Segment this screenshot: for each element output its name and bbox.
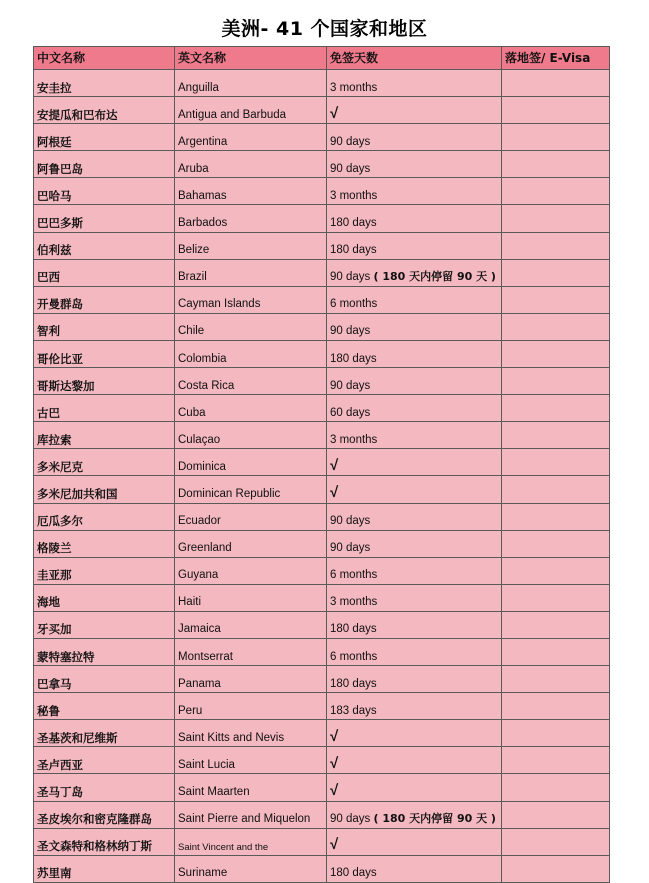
table-row [34, 503, 610, 530]
page-title: 美洲- 41 个国家和地区 [221, 18, 428, 40]
chinese-name-cell: 安圭拉 [34, 70, 175, 97]
visa-free-days-value: 90 days [330, 379, 371, 392]
visa-free-days-value: 3 months [330, 433, 378, 446]
chinese-name-cell: 巴西 [34, 259, 175, 286]
visa-on-arrival-cell [502, 720, 610, 747]
visa-free-days-cell [327, 747, 502, 774]
visa-on-arrival-cell [502, 286, 610, 313]
table-row [34, 70, 610, 97]
visa-free-days-cell [327, 801, 502, 828]
check-mark-icon: √ [330, 754, 339, 772]
chinese-name-cell: 巴拿马 [34, 666, 175, 693]
stay-limit-note: ( 180 天内停留 90 天 ) [373, 270, 496, 284]
chinese-name-cell: 智利 [34, 313, 175, 340]
chinese-name-cell: 厄瓜多尔 [34, 503, 175, 530]
chinese-name-cell: 圣皮埃尔和密克隆群岛 [34, 801, 175, 828]
visa-free-days-value: 90 days [330, 135, 371, 148]
english-name-cell: Argentina [175, 124, 327, 151]
english-name-cell: Saint Kitts and Nevis [175, 720, 327, 747]
visa-free-days-value: 90 days [330, 271, 371, 284]
visa-free-days-value: 90 days [330, 542, 371, 555]
table-row [34, 395, 610, 422]
header-visa-on-arrival: 落地签/ E-Visa [502, 47, 610, 70]
check-mark-icon: √ [330, 782, 339, 800]
visa-on-arrival-cell [502, 70, 610, 97]
chinese-name-cell: 开曼群岛 [34, 286, 175, 313]
table-row [34, 557, 610, 584]
table-row [34, 828, 610, 855]
english-name-cell: Colombia [175, 340, 327, 367]
stay-limit-note: ( 180 天内停留 90 天 ) [373, 812, 496, 826]
visa-free-days-value: 6 months [330, 298, 378, 311]
table-row [34, 286, 610, 313]
visa-free-days-value: 180 days [330, 867, 377, 880]
visa-on-arrival-cell [502, 855, 610, 882]
visa-free-days-cell [327, 530, 502, 557]
table-row [34, 340, 610, 367]
table-row [34, 124, 610, 151]
chinese-name-cell: 圣马丁岛 [34, 774, 175, 801]
english-name-cell: Costa Rica [175, 368, 327, 395]
visa-free-days-cell [327, 693, 502, 720]
visa-on-arrival-cell [502, 205, 610, 232]
visa-free-days-cell [327, 503, 502, 530]
visa-free-days-cell [327, 232, 502, 259]
visa-free-days-value: 180 days [330, 244, 377, 257]
visa-on-arrival-cell [502, 503, 610, 530]
visa-free-days-cell [327, 422, 502, 449]
english-name-cell: Antigua and Barbuda [175, 97, 327, 124]
visa-free-days-value: 3 months [330, 596, 378, 609]
visa-free-days-cell [327, 313, 502, 340]
visa-table [33, 46, 610, 883]
english-name-cell: Barbados [175, 205, 327, 232]
table-row [34, 449, 610, 476]
visa-on-arrival-cell [502, 747, 610, 774]
table-row [34, 611, 610, 638]
chinese-name-cell: 哥斯达黎加 [34, 368, 175, 395]
chinese-name-cell: 伯利兹 [34, 232, 175, 259]
visa-on-arrival-cell [502, 340, 610, 367]
table-row [34, 747, 610, 774]
chinese-name-cell: 海地 [34, 584, 175, 611]
visa-on-arrival-cell [502, 774, 610, 801]
chinese-name-cell: 蒙特塞拉特 [34, 638, 175, 665]
english-name-cell: Peru [175, 693, 327, 720]
header-chinese-name: 中文名称 [34, 47, 175, 70]
visa-on-arrival-cell [502, 801, 610, 828]
visa-free-days-cell [327, 449, 502, 476]
chinese-name-cell: 安提瓜和巴布达 [34, 97, 175, 124]
visa-on-arrival-cell [502, 449, 610, 476]
visa-on-arrival-cell [502, 666, 610, 693]
visa-free-days-value: 180 days [330, 623, 377, 636]
visa-on-arrival-cell [502, 259, 610, 286]
table-row [34, 368, 610, 395]
header-english-name: 英文名称 [175, 47, 327, 70]
english-name-cell: Greenland [175, 530, 327, 557]
visa-on-arrival-cell [502, 584, 610, 611]
english-name-cell: Saint Maarten [175, 774, 327, 801]
visa-free-days-value: 6 months [330, 650, 378, 663]
visa-free-days-cell [327, 205, 502, 232]
table-row [34, 720, 610, 747]
visa-free-days-value: 90 days [330, 162, 371, 175]
chinese-name-cell: 阿鲁巴岛 [34, 151, 175, 178]
visa-on-arrival-cell [502, 557, 610, 584]
visa-free-days-value: 90 days [330, 515, 371, 528]
visa-free-days-value: 6 months [330, 569, 378, 582]
chinese-name-cell: 巴巴多斯 [34, 205, 175, 232]
visa-free-days-cell [327, 720, 502, 747]
english-name-cell: Montserrat [175, 638, 327, 665]
visa-free-days-cell [327, 286, 502, 313]
visa-on-arrival-cell [502, 97, 610, 124]
chinese-name-cell: 圣基茨和尼维斯 [34, 720, 175, 747]
visa-on-arrival-cell [502, 395, 610, 422]
visa-free-days-cell [327, 584, 502, 611]
visa-free-days-value: 3 months [330, 189, 378, 202]
visa-free-days-cell [327, 70, 502, 97]
visa-on-arrival-cell [502, 828, 610, 855]
visa-free-days-cell [327, 828, 502, 855]
visa-free-days-cell [327, 97, 502, 124]
check-mark-icon: √ [330, 484, 339, 501]
table-row [34, 666, 610, 693]
visa-on-arrival-cell [502, 313, 610, 340]
visa-on-arrival-cell [502, 530, 610, 557]
english-name-cell: Dominican Republic [175, 476, 327, 503]
english-name-cell: Saint Vincent and the [175, 828, 327, 855]
visa-on-arrival-cell [502, 124, 610, 151]
chinese-name-cell: 多米尼克 [34, 449, 175, 476]
chinese-name-cell: 圣卢西亚 [34, 747, 175, 774]
english-name-cell: Chile [175, 313, 327, 340]
table-header-row [34, 47, 610, 70]
visa-free-days-value: 3 months [330, 81, 378, 94]
table-row [34, 313, 610, 340]
table-row [34, 97, 610, 124]
check-mark-icon: √ [330, 836, 339, 854]
visa-free-days-cell [327, 151, 502, 178]
visa-on-arrival-cell [502, 638, 610, 665]
visa-on-arrival-cell [502, 232, 610, 259]
visa-free-days-cell [327, 611, 502, 638]
visa-free-days-cell [327, 557, 502, 584]
english-name-cell: Dominica [175, 449, 327, 476]
english-name-cell: Panama [175, 666, 327, 693]
table-row [34, 801, 610, 828]
visa-free-days-value: 180 days [330, 352, 377, 365]
visa-free-days-cell [327, 666, 502, 693]
visa-free-days-cell [327, 774, 502, 801]
table-row [34, 476, 610, 503]
chinese-name-cell: 牙买加 [34, 611, 175, 638]
chinese-name-cell: 苏里南 [34, 855, 175, 882]
chinese-name-cell: 秘鲁 [34, 693, 175, 720]
visa-free-days-value: 90 days [330, 325, 371, 338]
table-row [34, 178, 610, 205]
visa-free-days-value: 90 days [330, 813, 371, 826]
table-row [34, 530, 610, 557]
visa-on-arrival-cell [502, 178, 610, 205]
visa-on-arrival-cell [502, 151, 610, 178]
visa-free-days-cell [327, 855, 502, 882]
chinese-name-cell: 库拉索 [34, 422, 175, 449]
visa-on-arrival-cell [502, 422, 610, 449]
chinese-name-cell: 圭亚那 [34, 557, 175, 584]
table-row [34, 422, 610, 449]
english-name-cell: Brazil [175, 259, 327, 286]
visa-free-days-cell [327, 638, 502, 665]
visa-free-days-cell [327, 340, 502, 367]
table-row [34, 855, 610, 882]
table-row [34, 205, 610, 232]
chinese-name-cell: 巴哈马 [34, 178, 175, 205]
table-row [34, 774, 610, 801]
chinese-name-cell: 格陵兰 [34, 530, 175, 557]
table-row [34, 584, 610, 611]
table-body [34, 70, 610, 883]
check-mark-icon: √ [330, 456, 339, 474]
english-name-cell: Suriname [175, 855, 327, 882]
visa-free-days-value: 183 days [330, 704, 377, 717]
chinese-name-cell: 哥伦比亚 [34, 340, 175, 367]
table-row [34, 259, 610, 286]
table-row [34, 151, 610, 178]
english-name-cell: Ecuador [175, 503, 327, 530]
visa-free-days-cell [327, 476, 502, 503]
check-mark-icon: √ [330, 727, 339, 745]
english-name-cell: Cuba [175, 395, 327, 422]
visa-on-arrival-cell [502, 611, 610, 638]
chinese-name-cell: 古巴 [34, 395, 175, 422]
visa-free-days-value: 180 days [330, 217, 377, 230]
chinese-name-cell: 多米尼加共和国 [34, 476, 175, 503]
english-name-cell: Anguilla [175, 70, 327, 97]
english-name-cell: Belize [175, 232, 327, 259]
english-name-cell: Bahamas [175, 178, 327, 205]
visa-free-days-value: 60 days [330, 406, 371, 419]
visa-free-days-cell [327, 124, 502, 151]
visa-free-days-cell [327, 259, 502, 286]
check-mark-icon: √ [330, 104, 339, 122]
english-name-cell: Saint Lucia [175, 747, 327, 774]
visa-on-arrival-cell [502, 693, 610, 720]
english-name-cell: Jamaica [175, 611, 327, 638]
visa-on-arrival-cell [502, 476, 610, 503]
english-name-cell: Saint Pierre and Miquelon [175, 801, 327, 828]
visa-free-days-cell [327, 395, 502, 422]
english-name-cell: Aruba [175, 151, 327, 178]
english-name-cell: Haiti [175, 584, 327, 611]
english-name-cell: Culaçao [175, 422, 327, 449]
table-row [34, 232, 610, 259]
table-row [34, 693, 610, 720]
table-row [34, 638, 610, 665]
header-visa-free-days: 免签天数 [327, 47, 502, 70]
visa-on-arrival-cell [502, 368, 610, 395]
chinese-name-cell: 圣文森特和格林纳丁斯 [34, 828, 175, 855]
english-name-cell: Guyana [175, 557, 327, 584]
visa-free-days-value: 180 days [330, 677, 377, 690]
english-name-cell: Cayman Islands [175, 286, 327, 313]
visa-free-days-cell [327, 178, 502, 205]
chinese-name-cell: 阿根廷 [34, 124, 175, 151]
visa-free-days-cell [327, 368, 502, 395]
